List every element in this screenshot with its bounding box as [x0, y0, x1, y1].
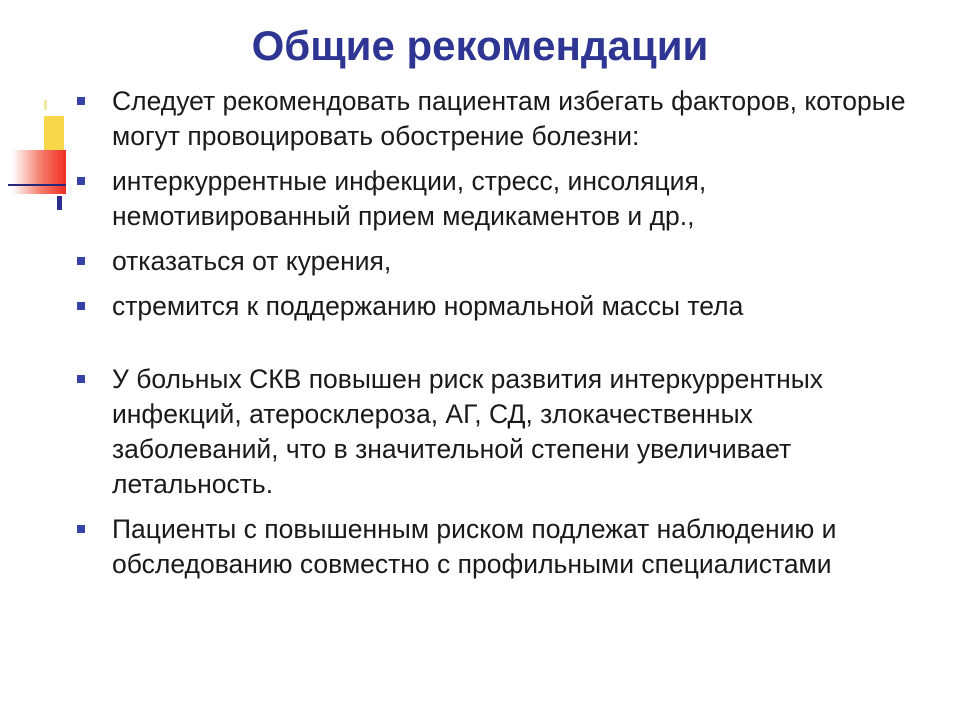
bullet-icon	[77, 257, 85, 265]
bullet-icon	[77, 302, 85, 310]
decorative-square	[12, 150, 66, 194]
bullet-icon	[77, 177, 85, 185]
slide-title: Общие рекомендации	[251, 22, 709, 69]
list-item	[74, 84, 914, 154]
list-item-text: Пациенты с повышенным риском подлежат наблюдению и обследованию совместно с профильными специалистами	[112, 514, 837, 579]
list-item	[74, 512, 914, 582]
list-item-text: интеркуррентные инфекции, стресс, инсоляция, немотивированный прием медикаментов и др.,	[112, 166, 707, 231]
list-item-text: отказаться от курения,	[112, 246, 392, 276]
bullet-icon	[77, 375, 85, 383]
list-item-text: Следует рекомендовать пациентам избегать факторов, которые могут провоцировать обострение болезни:	[112, 86, 906, 151]
list-item-text: стремится к поддержанию нормальной массы тела	[112, 291, 744, 321]
decorative-square	[44, 100, 47, 110]
bullet-icon	[77, 97, 85, 105]
list-item-text: У больных СКВ повышен риск развития интеркуррентных инфекций, атеросклероза, АГ, СД, злокачественных заболеваний, что в значительной степени увеличивает летальность.	[112, 364, 824, 499]
list-item	[74, 244, 914, 279]
list-item	[74, 362, 914, 502]
list-item	[74, 289, 914, 324]
decorative-square	[57, 196, 62, 210]
list-item	[74, 164, 914, 234]
bullet-list	[74, 84, 914, 592]
decorative-divider	[8, 184, 66, 186]
bullet-icon	[77, 525, 85, 533]
